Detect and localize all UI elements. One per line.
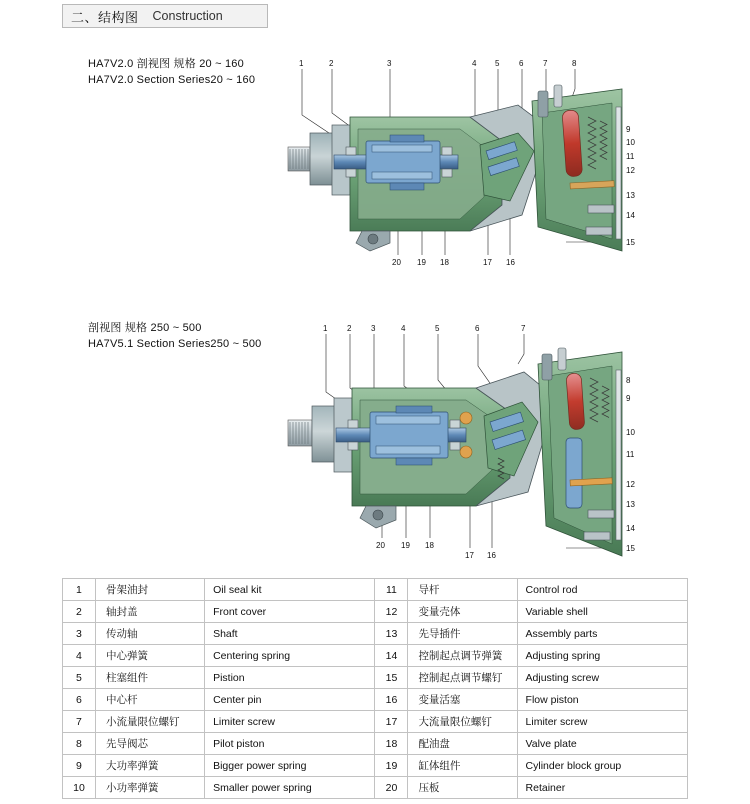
part-number: 14 <box>375 645 408 667</box>
figure-2-callout-20: 20 <box>376 541 385 550</box>
part-name-cn: 大功率弹簧 <box>95 755 204 777</box>
section-title-cn: 二、结构图 <box>71 9 139 25</box>
table-row <box>63 579 688 601</box>
figure-2-callout-8: 8 <box>626 376 631 385</box>
part-name-en: Variable shell <box>517 601 687 623</box>
figure-2-callout-16: 16 <box>487 551 496 560</box>
part-name-cn: 传动轴 <box>95 623 204 645</box>
parts-legend-table <box>62 578 688 799</box>
figure-1-callout-9: 9 <box>626 125 631 134</box>
part-name-cn: 变量壳体 <box>408 601 517 623</box>
figure-2-callout-6: 6 <box>475 324 480 333</box>
part-number: 10 <box>63 777 96 799</box>
figure-1-caption-en: HA7V2.0 Section Series20 ~ 160 <box>88 74 256 86</box>
figure-2-callout-13: 13 <box>626 500 635 509</box>
figure-2-caption-en: HA7V5.1 Section Series250 ~ 500 <box>88 338 262 350</box>
figure-2-callout-4: 4 <box>401 324 406 333</box>
part-name-en: Center pin <box>205 689 375 711</box>
part-number: 1 <box>63 579 96 601</box>
table-row <box>63 667 688 689</box>
figure-1-callout-7: 7 <box>543 59 548 68</box>
table-row <box>63 777 688 799</box>
part-name-en: Flow piston <box>517 689 687 711</box>
figure-2-geometry <box>288 334 622 556</box>
part-name-en: Control rod <box>517 579 687 601</box>
part-number: 9 <box>63 755 96 777</box>
part-name-cn: 先导阀芯 <box>95 733 204 755</box>
figure-1-section-drawing <box>270 55 690 285</box>
part-name-cn: 柱塞组件 <box>95 667 204 689</box>
figure-1-callout-14: 14 <box>626 211 635 220</box>
table-row <box>63 711 688 733</box>
figure-2-callout-11: 11 <box>626 450 635 459</box>
figure-1-callout-5: 5 <box>495 59 500 68</box>
part-number: 6 <box>63 689 96 711</box>
figure-1-caption <box>88 56 255 88</box>
figure-2-section-drawing <box>270 320 690 565</box>
table-row <box>63 601 688 623</box>
part-number: 12 <box>375 601 408 623</box>
figure-2-callout-10: 10 <box>626 428 635 437</box>
figure-1-callout-4: 4 <box>472 59 477 68</box>
figure-1-callout-6: 6 <box>519 59 524 68</box>
figure-2-caption-cn: 剖视图 规格 250 ~ 500 <box>88 322 202 334</box>
part-name-en: Limiter screw <box>205 711 375 733</box>
table-row <box>63 645 688 667</box>
table-row <box>63 689 688 711</box>
section-title-en: Construction <box>152 9 223 23</box>
part-name-en: Shaft <box>205 623 375 645</box>
part-name-cn: 压板 <box>408 777 517 799</box>
figure-2-callout-12: 12 <box>626 480 635 489</box>
part-name-cn: 控制起点调节弹簧 <box>408 645 517 667</box>
figure-1-callout-11: 11 <box>626 152 635 161</box>
part-name-cn: 缸体组件 <box>408 755 517 777</box>
part-name-cn: 配油盘 <box>408 733 517 755</box>
figure-2-callout-18: 18 <box>425 541 434 550</box>
part-name-cn: 变量活塞 <box>408 689 517 711</box>
figure-1-callout-2: 2 <box>329 59 334 68</box>
figure-1-callout-10: 10 <box>626 138 635 147</box>
figure-1-callout-13: 13 <box>626 191 635 200</box>
part-name-cn: 中心弹簧 <box>95 645 204 667</box>
part-number: 20 <box>375 777 408 799</box>
figure-1-callout-15: 15 <box>626 238 635 247</box>
part-name-en: Front cover <box>205 601 375 623</box>
part-name-cn: 小功率弹簧 <box>95 777 204 799</box>
part-name-cn: 大流量限位螺钉 <box>408 711 517 733</box>
part-name-cn: 轴封盖 <box>95 601 204 623</box>
part-name-en: Cylinder block group <box>517 755 687 777</box>
part-number: 19 <box>375 755 408 777</box>
part-number: 2 <box>63 601 96 623</box>
figure-2-callout-17: 17 <box>465 551 474 560</box>
figure-1-callout-20: 20 <box>392 258 401 267</box>
part-number: 16 <box>375 689 408 711</box>
part-number: 8 <box>63 733 96 755</box>
part-name-cn: 先导插件 <box>408 623 517 645</box>
part-number: 17 <box>375 711 408 733</box>
part-name-cn: 小流量限位螺钉 <box>95 711 204 733</box>
figure-1-callout-18: 18 <box>440 258 449 267</box>
part-number: 15 <box>375 667 408 689</box>
figure-1-callout-19: 19 <box>417 258 426 267</box>
part-name-cn: 控制起点调节螺钉 <box>408 667 517 689</box>
part-name-en: Centering spring <box>205 645 375 667</box>
figure-2-callout-15: 15 <box>626 544 635 553</box>
figure-1-callout-1: 1 <box>299 59 304 68</box>
part-name-en: Adjusting screw <box>517 667 687 689</box>
part-name-cn: 导杆 <box>408 579 517 601</box>
part-name-en: Adjusting spring <box>517 645 687 667</box>
part-name-cn: 骨架油封 <box>95 579 204 601</box>
part-name-en: Bigger power spring <box>205 755 375 777</box>
part-name-en: Assembly parts <box>517 623 687 645</box>
part-number: 3 <box>63 623 96 645</box>
part-number: 7 <box>63 711 96 733</box>
parts-legend-body <box>63 579 688 799</box>
figure-1-callout-12: 12 <box>626 166 635 175</box>
part-name-en: Pilot piston <box>205 733 375 755</box>
part-name-en: Retainer <box>517 777 687 799</box>
figure-1-caption-cn: HA7V2.0 剖视图 规格 20 ~ 160 <box>88 58 244 70</box>
part-name-en: Pistion <box>205 667 375 689</box>
figure-1-callout-17: 17 <box>483 258 492 267</box>
table-row <box>63 755 688 777</box>
section-header <box>62 4 268 28</box>
figure-2-callout-5: 5 <box>435 324 440 333</box>
part-number: 4 <box>63 645 96 667</box>
figure-2-callout-3: 3 <box>371 324 376 333</box>
part-name-en: Smaller power spring <box>205 777 375 799</box>
part-name-cn: 中心杆 <box>95 689 204 711</box>
figure-2-callout-7: 7 <box>521 324 526 333</box>
figure-1-callout-3: 3 <box>387 59 392 68</box>
figure-2-caption <box>88 320 261 352</box>
part-name-en: Valve plate <box>517 733 687 755</box>
figure-2-callout-2: 2 <box>347 324 352 333</box>
table-row <box>63 623 688 645</box>
part-number: 13 <box>375 623 408 645</box>
part-name-en: Limiter screw <box>517 711 687 733</box>
part-number: 18 <box>375 733 408 755</box>
figure-1-callout-16: 16 <box>506 258 515 267</box>
figure-2-callout-9: 9 <box>626 394 631 403</box>
table-row <box>63 733 688 755</box>
figure-2-callout-19: 19 <box>401 541 410 550</box>
part-number: 5 <box>63 667 96 689</box>
figure-1-geometry <box>288 69 622 255</box>
part-number: 11 <box>375 579 408 601</box>
figure-1-callout-8: 8 <box>572 59 577 68</box>
part-name-en: Oil seal kit <box>205 579 375 601</box>
figure-2-callout-1: 1 <box>323 324 328 333</box>
figure-2-callout-14: 14 <box>626 524 635 533</box>
